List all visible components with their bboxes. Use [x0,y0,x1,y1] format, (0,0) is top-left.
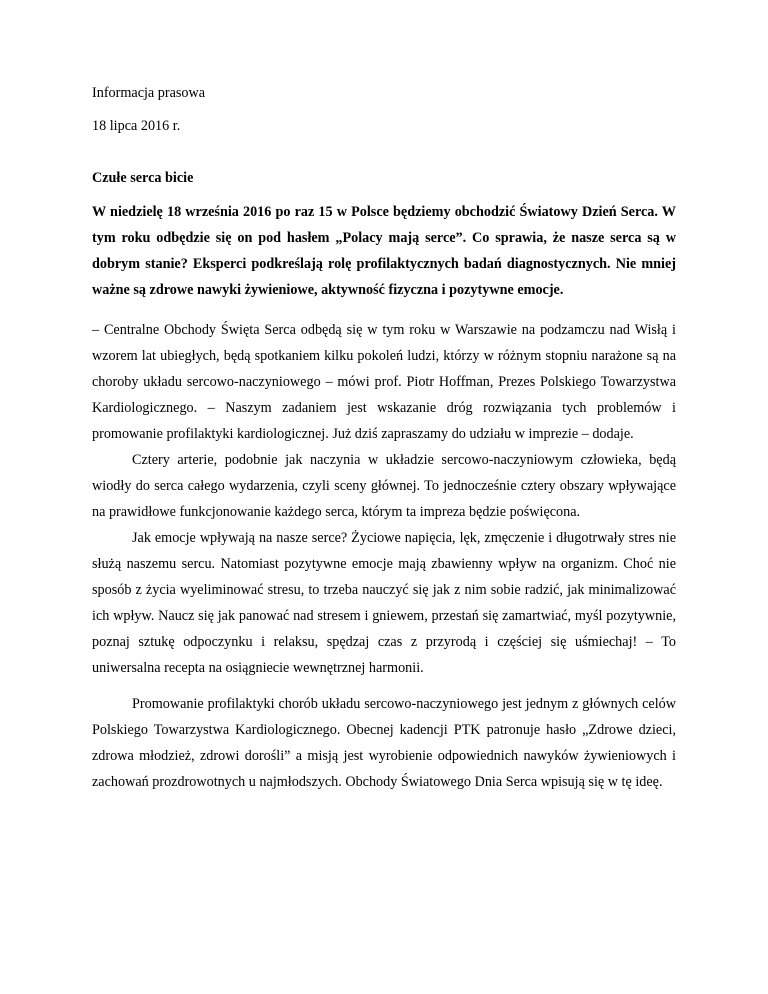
document-date: 18 lipca 2016 r. [92,118,181,134]
body-paragraph-1: – Centralne Obchody Święta Serca odbędą się w tym roku w Warszawie na podzamczu nad Wisłą i wzorem lat ubiegłych, będą spotkaniem kilku pokoleń ludzi, którzy w różnym stopniu narażone są na choroby układu sercowo-naczyniowego – mówi prof. Piotr Hoffman, Prezes Polskiego Towarzystwa Kardiologicznego. – Naszym zadaniem jest wskazanie dróg rozwiązania tych problemów i promowanie profilaktyki kardiologicznej. Już dziś zapraszamy do udziału w imprezie – dodaje. [92,322,676,443]
document-title: Czułe serca bicie [92,170,194,186]
lead-paragraph: W niedzielę 18 września 2016 po raz 15 w Polsce będziemy obchodzić Światowy Dzień Serca. W tym roku odbędzie się on pod hasłem „Polacy mają serce”. Co sprawia, że nasze serca są w dobrym stanie? Eksperci podkreślają rolę profilaktycznych badań diagnostycznych. Nie mniej ważne są zdrowe nawyki żywieniowe, aktywność fizyczna i pozytywne emocje. [92,204,676,298]
document-body [92,80,676,795]
body-paragraph-4: Promowanie profilaktyki chorób układu sercowo-naczyniowego jest jednym z głównych celów Polskiego Towarzystwa Kardiologicznego. Obecnej kadencji PTK patronuje hasło „Zdrowe dzieci, zdrowa młodzież, zdrowi dorośli” a misją jest wyrobienie odpowiednich nawyków żywieniowych i zachowań prozdrowotnych u najmłodszych. Obchody Światowego Dnia Serca wpisują się w tę ideę. [92,696,676,791]
body-paragraph-3: Jak emocje wpływają na nasze serce? Życiowe napięcia, lęk, zmęczenie i długotrwały stres nie służą naszemu sercu. Natomiast pozytywne emocje mają zbawienny wpływ na organizm. Choć nie sposób z życia wyeliminować stresu, to trzeba nauczyć się jak z nim sobie radzić, jak minimalizować ich wpływ. Naucz się jak panować nad stresem i gniewem, przestań się zamartwiać, myśl pozytywnie, poznaj sztukę odpoczynku i relaksu, spędzaj czas z przyrodą i częściej się uśmiechaj! – To uniwersalna recepta na osiągniecie wewnętrznej harmonii. [92,530,676,677]
header-label: Informacja prasowa [92,85,206,101]
body-paragraph-2: Cztery arterie, podobnie jak naczynia w układzie sercowo-naczyniowym człowieka, będą wiodły do serca całego wydarzenia, czyli sceny głównej. To jednocześnie cztery obszary wpływające na prawidłowe funkcjonowanie każdego serca, którym ta impreza będzie poświęcona. [92,452,676,521]
